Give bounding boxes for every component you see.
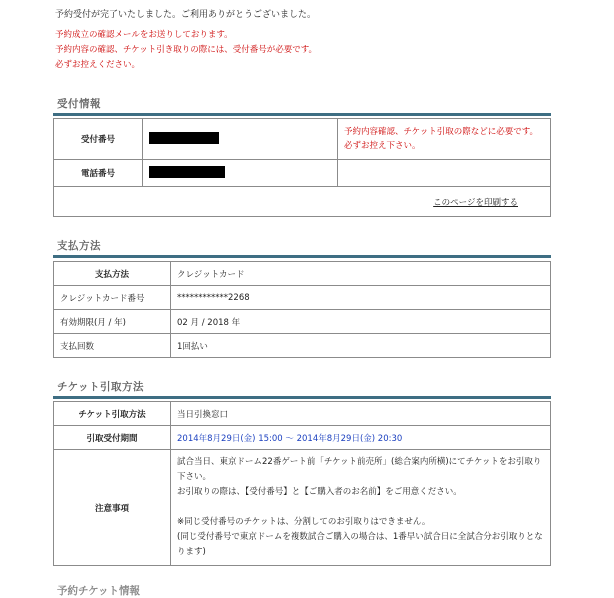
payment-section-title: 支払方法 [57, 240, 101, 252]
installments-value: 1回払い [171, 334, 551, 358]
phone-number-label: 電話番号 [54, 160, 143, 187]
payment-method-value: クレジットカード [171, 262, 551, 286]
email-notice: 予約成立の確認メールをお送りしております。 [55, 30, 233, 40]
redacted-block [149, 166, 225, 178]
phone-number-value [143, 160, 338, 187]
redacted-block [149, 132, 219, 144]
notes-label: 注意事項 [54, 450, 171, 566]
payment-method-label: 支払方法 [54, 262, 171, 286]
reception-note: 予約内容確認、チケット引取の際などに必要です。必ずお控え下さい。 [338, 119, 551, 160]
reception-section-title: 受付情報 [57, 98, 101, 110]
note-line: ※同じ受付番号のチケットは、分割してのお引取りはできません。 [177, 517, 431, 527]
ticket-table [53, 401, 551, 566]
notes-content [171, 450, 551, 566]
ticket-section-title: チケット引取方法 [57, 381, 145, 393]
keep-notice: 必ずお控えください。 [55, 60, 141, 70]
pickup-method-value: 当日引換窓口 [171, 402, 551, 426]
card-number-label: クレジットカード番号 [54, 286, 171, 310]
pickup-period-label: 引取受付期間 [54, 426, 171, 450]
note-line: (同じ受付番号で東京ドームを複数試合ご購入の場合は、1番早い試合日に全試合分お引取りとなります) [177, 532, 543, 557]
note-line: 試合当日、東京ドーム22番ゲート前「チケット前売所」(総合案内所横)にてチケットをお引取り下さい。 [177, 457, 542, 482]
reception-number-value [143, 119, 338, 160]
print-cell [54, 187, 551, 217]
note-line: お引取りの際は、【受付番号】と【ご購入者のお名前】をご用意ください。 [177, 487, 462, 497]
card-number-value: ************2268 [171, 286, 551, 310]
payment-table [53, 261, 551, 358]
reception-number-label: 受付番号 [54, 119, 143, 160]
pickup-method-label: チケット引取方法 [54, 402, 171, 426]
pickup-period-value: 2014年8月29日(金) 15:00 〜 2014年8月29日(金) 20:30 [171, 426, 551, 450]
empty-cell [338, 160, 551, 187]
reception-number-notice: 予約内容の確認、チケット引き取りの際には、受付番号が必要です。 [55, 45, 318, 55]
print-page-link[interactable]: このページを印刷する [433, 197, 518, 208]
section-divider [53, 396, 551, 399]
expiry-value: 02 月 / 2018 年 [171, 310, 551, 334]
section-divider [53, 113, 551, 116]
expiry-label: 有効期限(月 / 年) [54, 310, 171, 334]
note-line [177, 500, 544, 515]
completion-message: 予約受付が完了いたしました。ご利用ありがとうございました。 [55, 10, 317, 20]
reserved-ticket-section-title: 予約チケット情報 [57, 585, 141, 597]
installments-label: 支払回数 [54, 334, 171, 358]
reception-table [53, 118, 551, 217]
section-divider [53, 255, 551, 258]
